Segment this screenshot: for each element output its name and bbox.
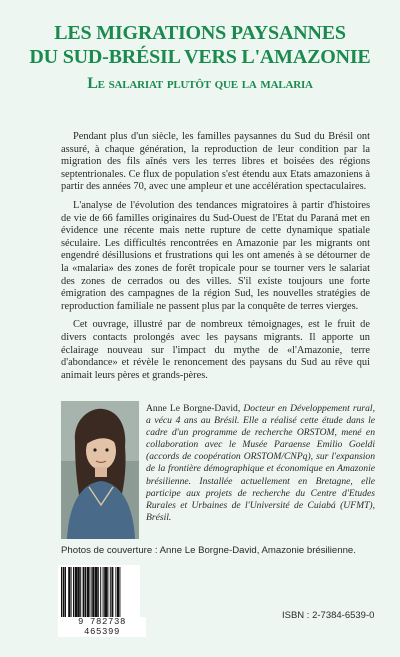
- author-portrait-illustration: [61, 401, 139, 539]
- summary-paragraph-1: Pendant plus d'un siècle, les familles paysannes du Sud du Brésil ont assuré, à chaque génération, la reproduction de leur condition par la migration des fils aînés vers les terres libres et boisées des régions septentrionales. Ce flux de population s'est étendu aux Etats amazoniens à partir des années 70, avec une ampleur et une accélération spectaculaires.: [61, 131, 370, 193]
- isbn: ISBN : 2-7384-6539-0: [282, 610, 375, 621]
- author-name: Anne Le Borgne-David: [146, 403, 238, 414]
- book-subtitle: Le salariat plutôt que la malaria: [87, 75, 313, 92]
- summary-paragraph-3: Cet ouvrage, illustré par de nombreux témoignages, est le fruit de divers contacts prolongés avec les paysans migrants. Il apporte un éclairage nouveau sur l'impact du mythe de «l'Amazonie, terre d'abondance» et révèle le renoncement des paysans du Sud au rêve qui animait leurs pères et grands-pères.: [61, 319, 370, 381]
- book-title-line-1: LES MIGRATIONS PAYSANNES: [54, 22, 346, 44]
- photo-credit: Photos de couverture : Anne Le Borgne-David, Amazonie brésilienne.: [61, 545, 356, 556]
- summary-paragraph-2: L'analyse de l'évolution des tendances migratoires à partir d'histoires de vie de 66 familles originaires du Sud-Ouest de l'Etat du Paraná met en évidence une récente mais nette rupture de cette dynamique spatiale séculaire. Les difficultés rencontrées en Amazonie par les migrants ont engendré désillusions et frustrations qui les ont amenés à se détourner de la «malaria» des zones de forêt tropicale pour se tourner vers le salariat des zones de cerrados ou des villes. S'il existe toujours une forte émigration des campagnes de la région Sud, les nouvelles stratégies de reproduction familiale ne passent plus par la conquête de terres vierges.: [61, 199, 370, 312]
- book-title-line-2: DU SUD-BRÉSIL VERS L'AMAZONIE: [29, 46, 371, 68]
- barcode-number: 9 782738 465399: [58, 617, 146, 637]
- author-photo: [61, 401, 139, 539]
- author-bio-text: , Docteur en Développement rural, a vécu 4 ans au Brésil. Elle a réalisé cette étude dans le cadre d'un programme de recherche ORSTOM, mené en collaboration avec le Musée Paraense Emilio Goeldi (accords de coopération ORSTOM/CNPq), sur l'expansion de la frontière démographique et économique en Amazonie brésilienne. Installée actuellement en Bretagne, elle participe aux projets de recherche du Centre d'Etudes Rurales et Urbaines de l'Université de Cuiabá (UFMT), Brésil.: [146, 403, 375, 523]
- summary-text: [61, 131, 370, 388]
- author-bio: [146, 403, 375, 524]
- barcode-icon: [58, 565, 140, 619]
